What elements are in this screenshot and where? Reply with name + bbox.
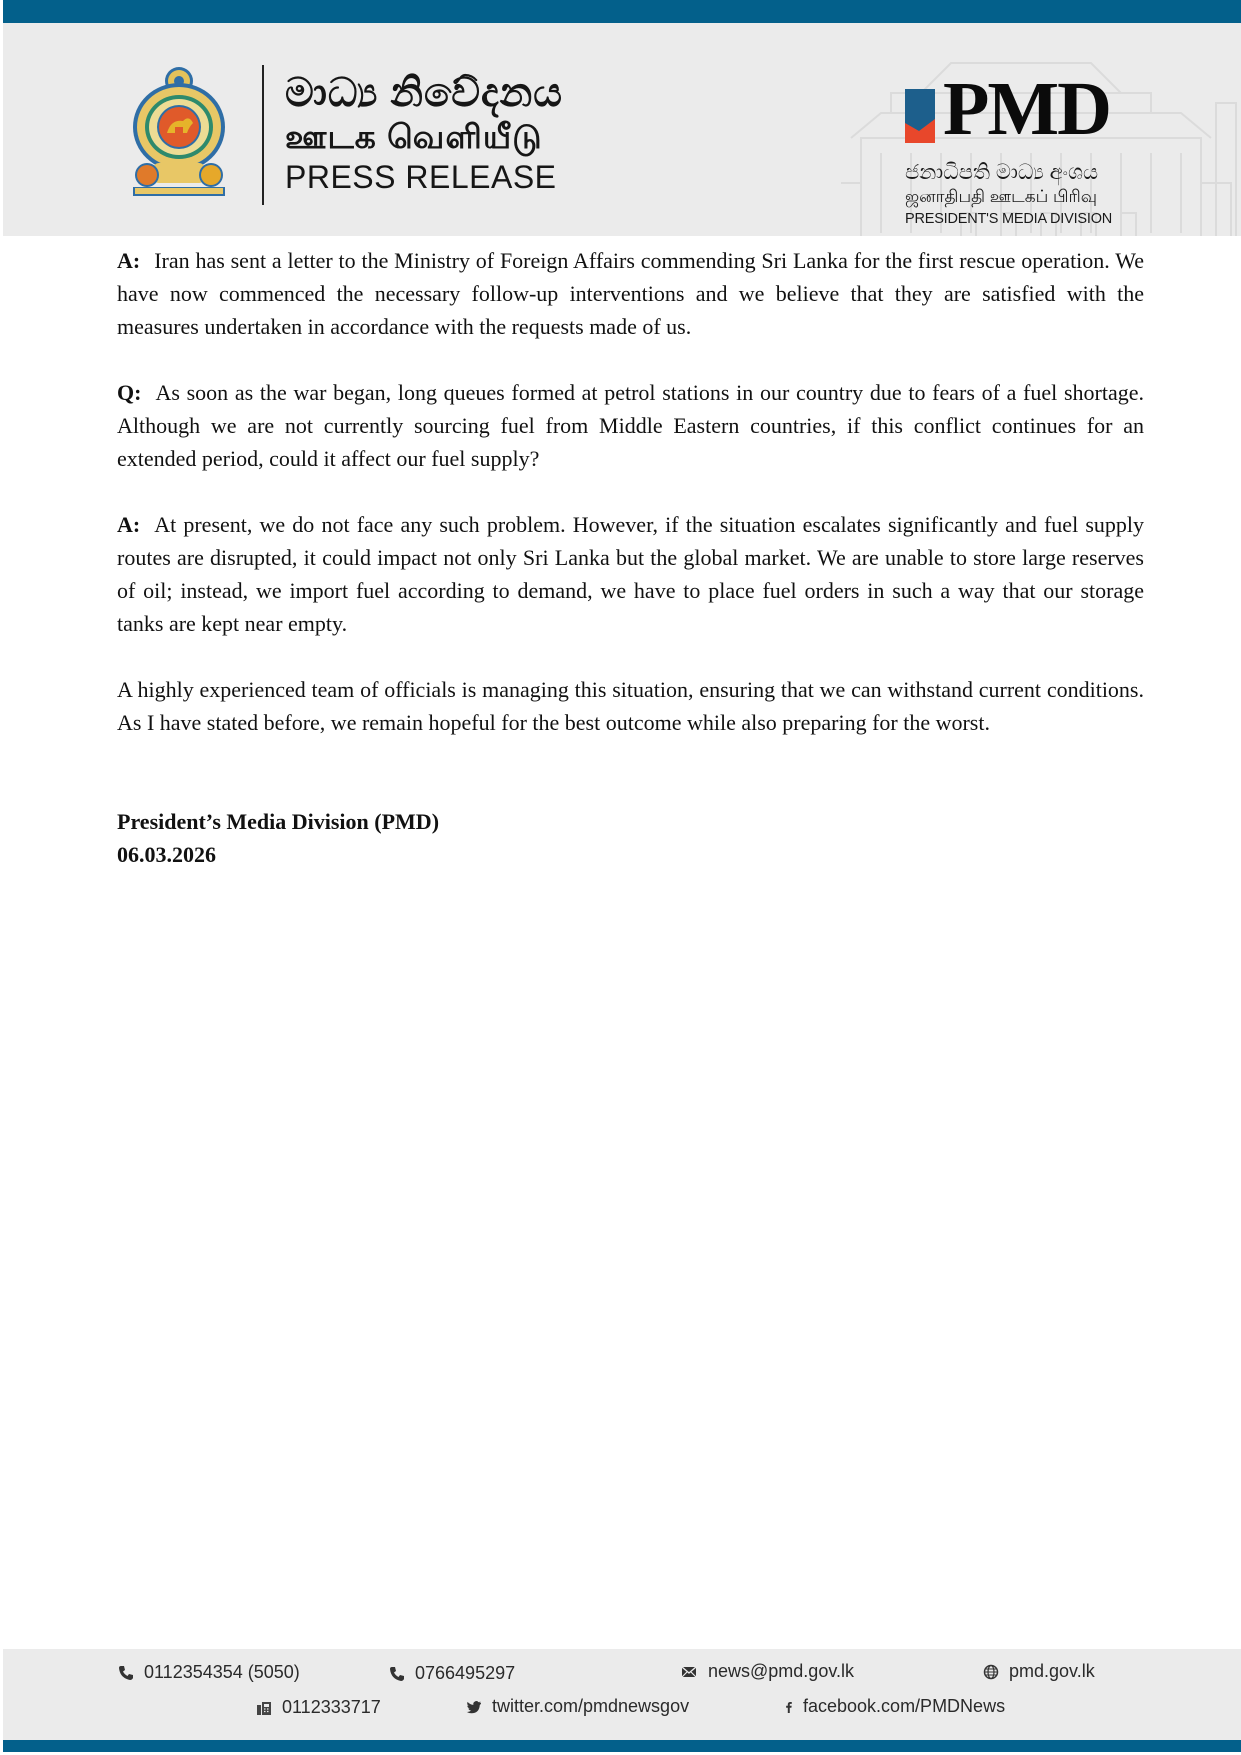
phone-2-text: 0766495297 — [415, 1663, 516, 1683]
pmd-logo-text: PMD — [943, 67, 1111, 151]
press-release-title — [285, 69, 563, 197]
press-release-body — [117, 244, 1144, 871]
sri-lanka-emblem-icon — [131, 63, 227, 199]
footer-bottom-bar — [3, 1740, 1241, 1752]
title-english: PRESS RELEASE — [285, 159, 557, 195]
answer-label: A: — [117, 248, 141, 273]
letterhead-header — [3, 23, 1241, 236]
footer-phone-1 — [118, 1662, 300, 1683]
signature-block — [117, 805, 1144, 871]
website-text[interactable]: pmd.gov.lk — [1009, 1661, 1095, 1681]
signature-organization: President’s Media Division (PMD) — [117, 809, 440, 834]
header-divider — [262, 65, 264, 205]
fax-text: 0112333717 — [282, 1697, 381, 1717]
pmd-logo-mark-icon — [905, 89, 935, 143]
footer-email[interactable] — [680, 1661, 854, 1682]
footer-twitter[interactable] — [466, 1696, 689, 1717]
title-tamil: ஊடக வெளியீடு — [285, 118, 543, 155]
footer-facebook[interactable] — [783, 1696, 1005, 1717]
twitter-text[interactable]: twitter.com/pmdnewsgov — [492, 1696, 690, 1716]
footer-phone-2 — [389, 1663, 515, 1684]
closing-paragraph — [117, 673, 1144, 739]
pmd-name-sinhala: ජනාධිපති මාධ්‍ය අංශය — [905, 161, 1099, 184]
signature-date: 06.03.2026 — [117, 842, 216, 867]
answer-label: A: — [117, 512, 141, 537]
facebook-text[interactable]: facebook.com/PMDNews — [803, 1696, 1006, 1716]
facebook-icon — [783, 1699, 795, 1715]
footer-fax — [256, 1697, 381, 1718]
question-paragraph — [117, 376, 1144, 475]
answer-paragraph-1 — [117, 244, 1144, 343]
phone-icon — [118, 1665, 134, 1681]
header-top-bar — [3, 0, 1241, 23]
pmd-name-english: PRESIDENT'S MEDIA DIVISION — [905, 211, 1113, 227]
envelope-icon — [680, 1664, 698, 1680]
title-sinhala: මාධ්‍ය නිවේදනය — [285, 71, 564, 115]
pmd-name-tamil: ஜனாதிபதி ஊடகப் பிரிவு — [905, 187, 1097, 206]
phone-icon — [389, 1666, 405, 1682]
question-label: Q: — [117, 380, 142, 405]
answer-paragraph-2 — [117, 508, 1144, 640]
paragraph-text: As soon as the war began, long queues formed at petrol stations in our country due to fears of a fuel shortage. Although we are not currently sourcing fuel from Middle Eastern countries, if this conflict continues for an extended period, could it affect our fuel supply? — [117, 380, 1144, 471]
twitter-icon — [466, 1699, 482, 1715]
phone-1-text: 0112354354 (5050) — [144, 1662, 300, 1682]
paragraph-text: Iran has sent a letter to the Ministry of Foreign Affairs commending Sri Lanka for the first rescue operation. We have now commenced the necessary follow-up interventions and we believe that they are satisfied with the measures undertaken in accordance with the requests made of us. — [117, 248, 1144, 339]
footer-website[interactable] — [983, 1661, 1095, 1682]
fax-icon — [256, 1700, 272, 1716]
globe-icon — [983, 1664, 999, 1680]
email-text[interactable]: news@pmd.gov.lk — [708, 1661, 854, 1681]
contact-footer — [3, 1649, 1241, 1740]
paragraph-text: At present, we do not face any such problem. However, if the situation escalates significantly and fuel supply routes are disrupted, it could impact not only Sri Lanka but the global market. We are unable to store large reserves of oil; instead, we import fuel according to demand, we have to place fuel orders in such a way that our storage tanks are kept near empty. — [117, 512, 1144, 636]
paragraph-text: A highly experienced team of officials is managing this situation, ensuring that we can withstand current conditions. As I have stated before, we remain hopeful for the best outcome while also preparing for the worst. — [117, 677, 1144, 735]
